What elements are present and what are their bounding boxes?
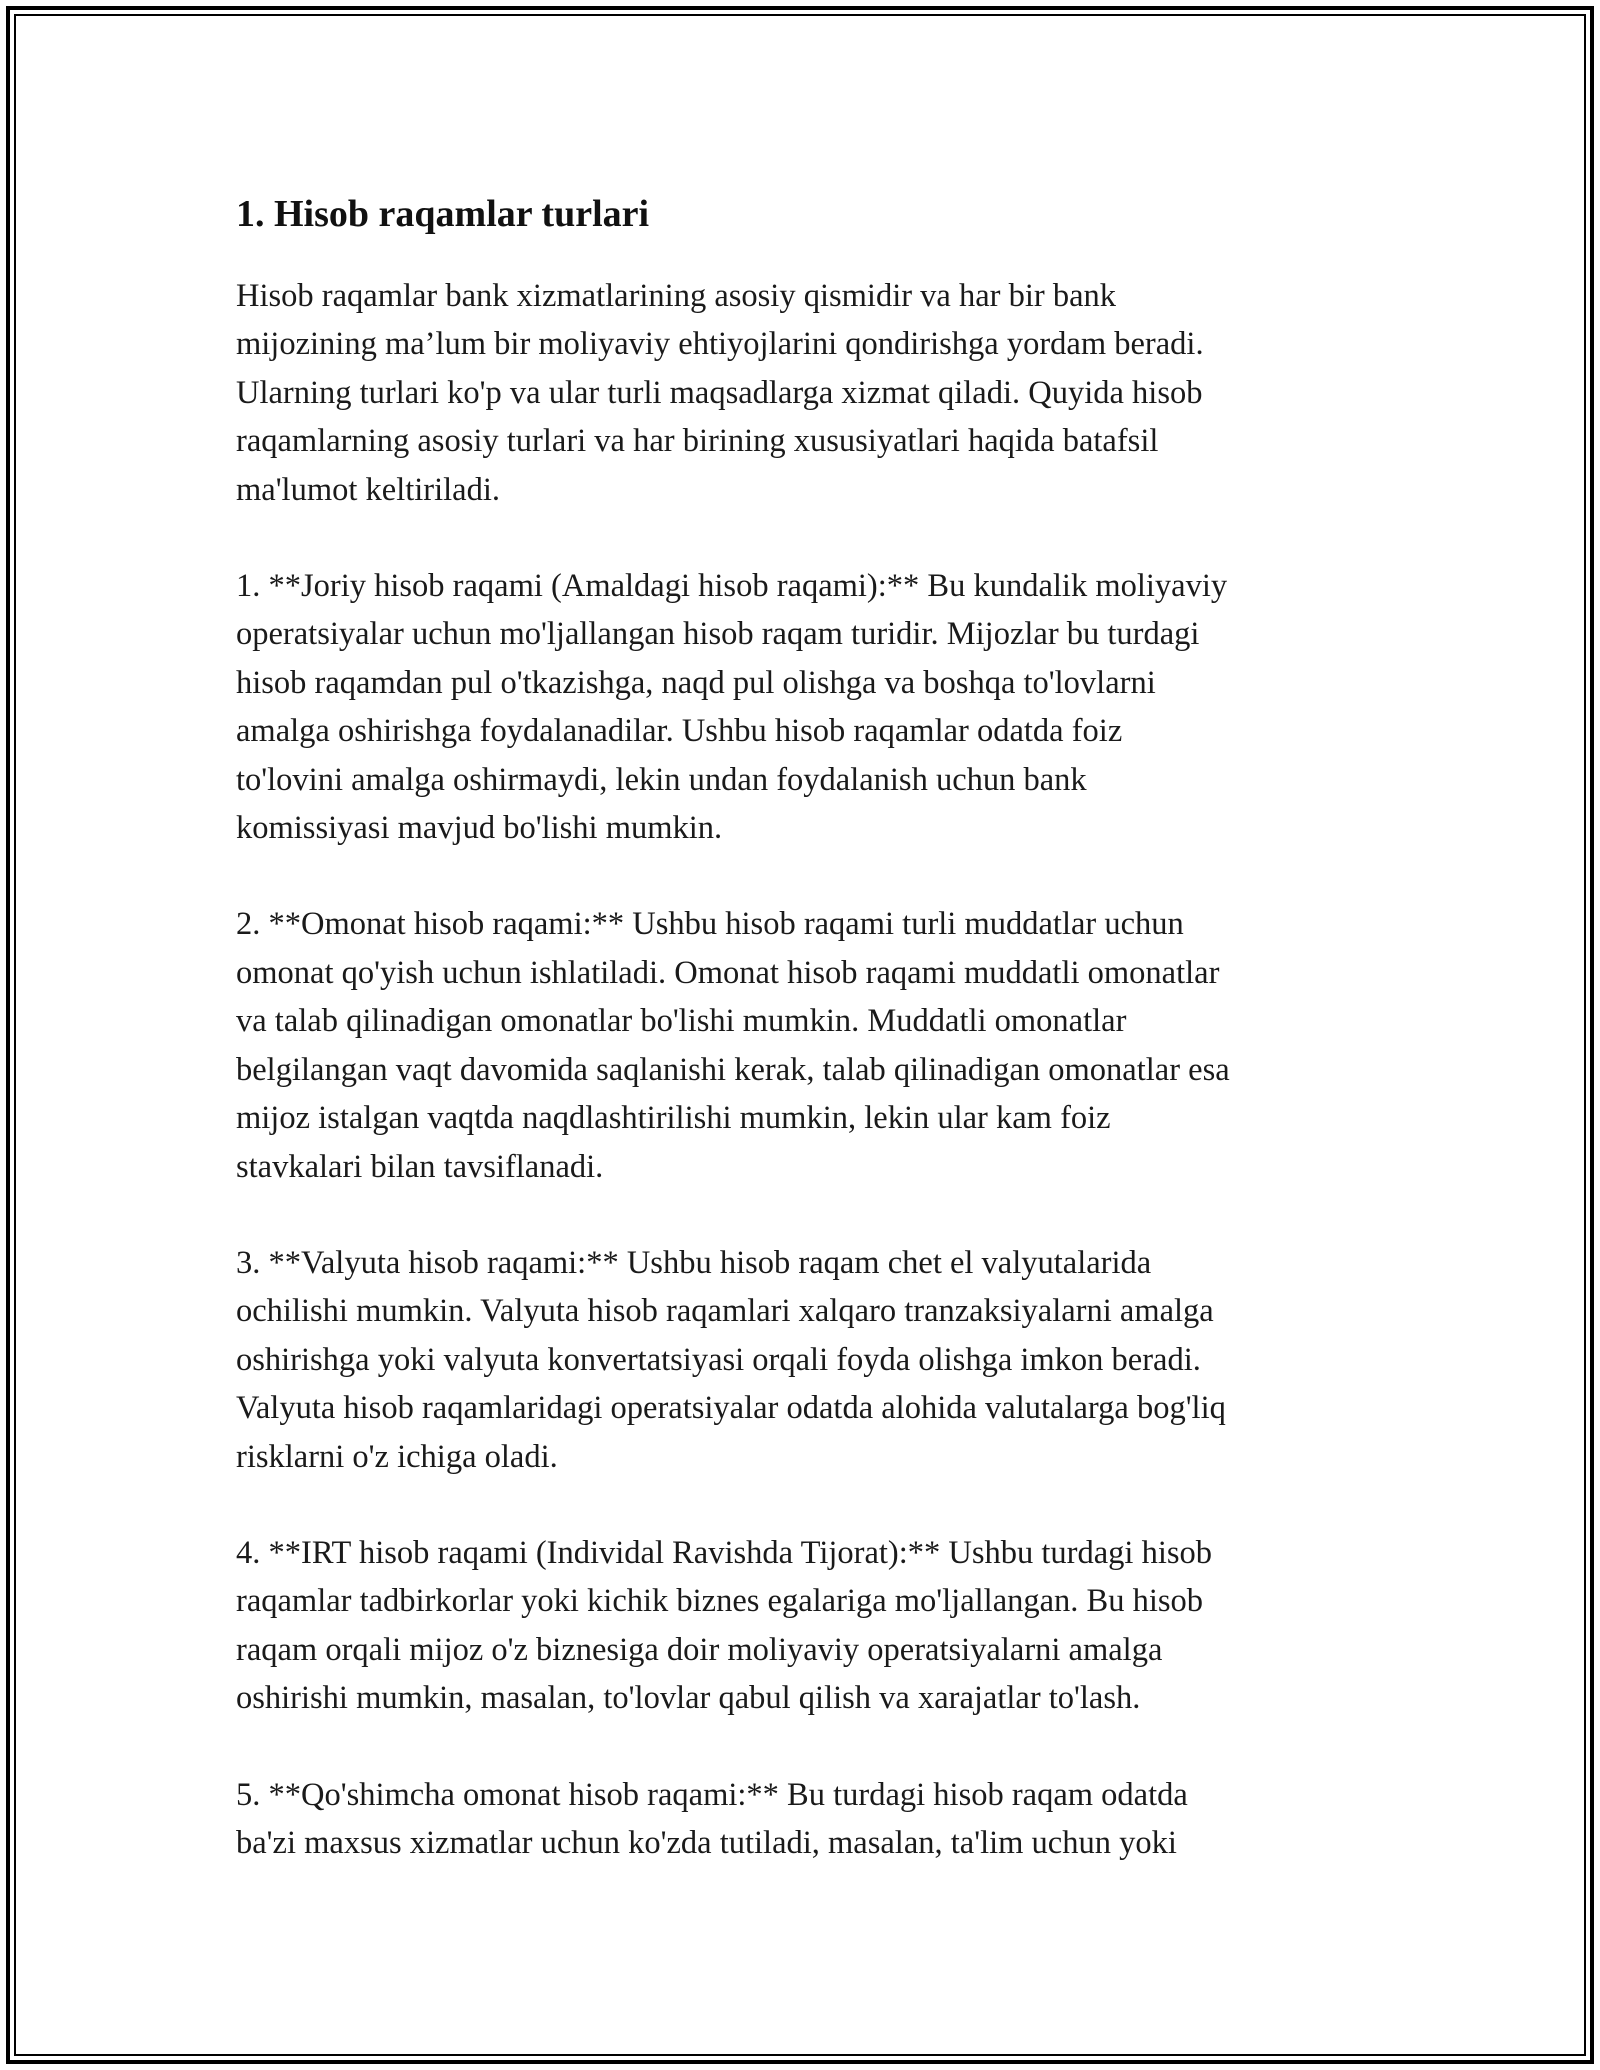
text-line: Valyuta hisob raqamlaridagi operatsiyalar odatda alohida valutalarga bog'liq [236,1390,1226,1427]
text-line: amalga oshirishga foydalanadilar. Ushbu hisob raqamlar odatda foiz [236,713,1123,750]
text-line: va talab qilinadigan omonatlar bo'lishi mumkin. Muddatli omonatlar [236,1003,1127,1040]
list-item-irt-account [236,1529,1366,1723]
text-line: operatsiyalar uchun mo'ljallangan hisob raqam turidir. Mijozlar bu turdagi [236,616,1200,653]
text-line: risklarni o'z ichiga oladi. [236,1438,558,1475]
list-item-currency-account [236,1239,1366,1481]
document-body [236,184,1366,1915]
text-line: to'lovini amalga oshirmaydi, lekin undan foydalanish uchun bank [236,761,1087,798]
text-line: mijozining ma’lum bir moliyaviy ehtiyojlarini qondirishga yordam beradi. [236,326,1204,363]
intro-paragraph [236,272,1366,514]
text-line: omonat qo'yish uchun ishlatiladi. Omonat hisob raqami muddatli omonatlar [236,954,1220,991]
text-line: ochilishi mumkin. Valyuta hisob raqamlari xalqaro tranzaksiyalarni amalga [236,1293,1214,1330]
text-line: 2. **Omonat hisob raqami:** Ushbu hisob raqami turli muddatlar uchun [236,906,1184,943]
list-item-current-account [236,562,1366,852]
text-line: oshirishga yoki valyuta konvertatsiyasi orqali foyda olishga imkon beradi. [236,1341,1201,1378]
text-line: 1. **Joriy hisob raqami (Amaldagi hisob raqami):** Bu kundalik moliyaviy [236,568,1228,605]
text-line: 4. **IRT hisob raqami (Individal Ravishda Tijorat):** Ushbu turdagi hisob [236,1534,1212,1571]
list-item-deposit-account [236,900,1366,1190]
text-line: 5. **Qo'shimcha omonat hisob raqami:** Bu turdagi hisob raqam odatda [236,1776,1188,1813]
text-line: komissiyasi mavjud bo'lishi mumkin. [236,810,723,847]
text-line: ma'lumot keltiriladi. [236,471,500,508]
text-line: ba'zi maxsus xizmatlar uchun ko'zda tutiladi, masalan, ta'lim uchun yoki [236,1824,1177,1861]
text-line: stavkalari bilan tavsiflanadi. [236,1148,604,1185]
text-line: Hisob raqamlar bank xizmatlarining asosiy qismidir va har bir bank [236,278,1116,314]
text-line: 3. **Valyuta hisob raqami:** Ushbu hisob raqam chet el valyutalarida [236,1244,1152,1281]
text-line: mijoz istalgan vaqtda naqdlashtirilishi mumkin, lekin ular kam foiz [236,1100,1111,1137]
text-line: oshirishi mumkin, masalan, to'lovlar qabul qilish va xarajatlar to'lash. [236,1680,1141,1717]
list-item-additional-deposit-account [236,1771,1366,1868]
section-heading: 1. Hisob raqamlar turlari [236,193,650,235]
text-line: raqam orqali mijoz o'z biznesiga doir moliyaviy operatsiyalarni amalga [236,1631,1163,1668]
text-line: belgilangan vaqt davomida saqlanishi kerak, talab qilinadigan omonatlar esa [236,1051,1230,1088]
text-line: hisob raqamdan pul o'tkazishga, naqd pul olishga va boshqa to'lovlarni [236,664,1156,701]
text-line: Ularning turlari ko'p va ular turli maqsadlarga xizmat qiladi. Quyida hisob [236,374,1203,411]
text-line: raqamlarning asosiy turlari va har birining xususiyatlari haqida batafsil [236,423,1159,460]
text-line: raqamlar tadbirkorlar yoki kichik biznes egalariga mo'ljallangan. Bu hisob [236,1583,1204,1620]
